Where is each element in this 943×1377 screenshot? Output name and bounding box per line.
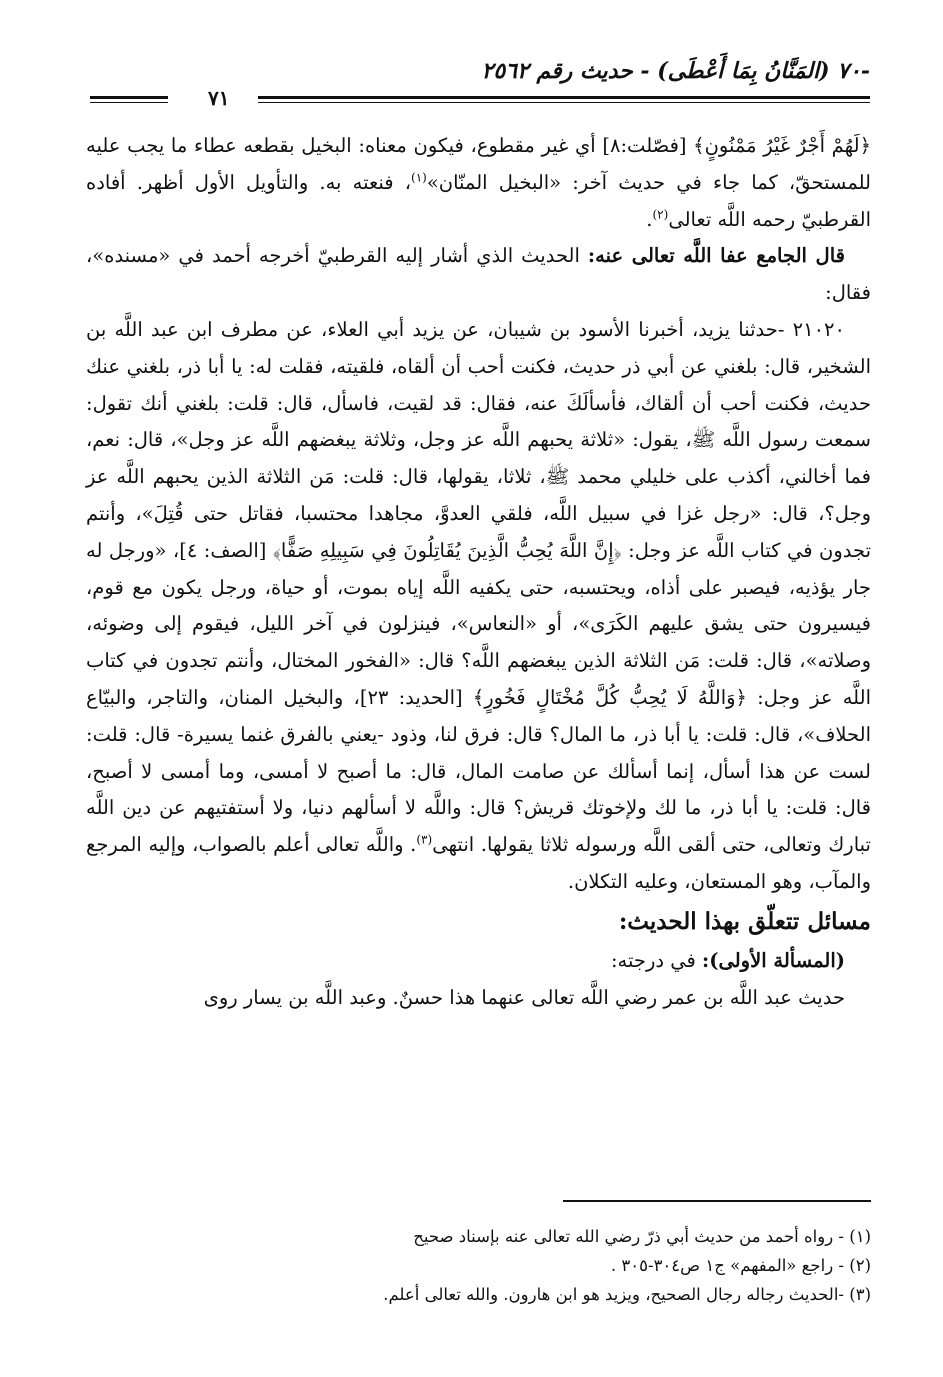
- header-rule-right: [258, 96, 870, 103]
- footnote-3: (٣) -الحديث رجاله رجال الصحيح، ويزيد هو ابن هارون. والله تعالى أعلم.: [383, 1285, 871, 1304]
- footnote-ref-2: (٢): [652, 207, 669, 222]
- footnote-divider: [563, 1200, 871, 1202]
- footnote-ref-3: (٣): [416, 832, 433, 847]
- header-rule-left: [90, 96, 168, 103]
- compiler-label: قال الجامع عفا اللَّه تعالى عنه:: [587, 244, 845, 268]
- issue-label: (المسألة الأولى):: [702, 948, 845, 972]
- footnote-2: (٢) - راجع «المفهم» ج١ ص٣٠٤-٣٠٥ .: [610, 1256, 871, 1275]
- section-heading: مسائل تتعلّق بهذا الحديث:: [618, 907, 871, 935]
- paragraph-2-text: الحديث الذي أشار إليه القرطبيّ أخرجه أحمد في «مسنده»، فقال:: [86, 244, 871, 305]
- last-paragraph: حديث عبد اللَّه بن عمر رضي اللَّه تعالى عنهما هذا حسنٌ. وعبد اللَّه بن يسار روى: [203, 985, 845, 1009]
- footnote-ref-1: (١): [411, 170, 427, 185]
- hadith-paragraph: [86, 312, 871, 901]
- issue-line: [86, 943, 871, 980]
- footnote-1: (١) - رواه أحمد من حديث أبي ذرّ رضي الله تعالى عنه بإسناد صحيح: [413, 1227, 871, 1246]
- page-header: [90, 58, 870, 108]
- footnotes: [150, 1222, 871, 1309]
- hadith-closing: . واللَّه تعالى أعلم بالصواب، وإليه المرجع والمآب، وهو المستعان، وعليه التكلان.: [86, 833, 871, 893]
- main-text: [86, 128, 871, 1016]
- paragraph-2: [86, 238, 871, 312]
- paragraph-1-text-c: .: [646, 207, 653, 231]
- hadith-text: ٢١٠٢٠ -حدثنا يزيد، أخبرنا الأسود بن شيبان، عن يزيد أبي العلاء، عن مطرف ابن عبد اللَّه بن الشخير، قال: بلغني عن أبي ذر حديث، فكنت أحب أن ألقاه، فلقيته، فقلت له: يا أبا ذر، بلغني عنك حديث، فكنت أحب أن ألقاك، فأسألَكَ عنه، فقال: قد لقيت، فاسأل، قال: قلت: بلغني أنك تقول: سمعت رسول اللَّه ﷺ، يقول: «ثلاثة يحبهم اللَّه عز وجل، وثلاثة يبغضهم اللَّه عز وجل»، قال: نعم، فما أخالني، أكذب على خليلي محمد ﷺ، ثلاثا، يقولها، قال: قلت: مَن الثلاثة الذين يحبهم اللَّه عز وجل؟، قال: «رجل غزا في سبيل اللَّه، فلقي العدوَّ، مجاهدا محتسبا، فقاتل حتى قُتِلَ»، وأنتم تجدون في كتاب اللَّه عز وجل: ﴿إِنَّ اللَّهَ يُحِبُّ الَّذِينَ يُقَاتِلُونَ فِي سَبِيلِهِ صَفًّا﴾ [الصف: ٤]، «ورجل له جار يؤذيه، فيصبر على أذاه، ويحتسبه، حتى يكفيه اللَّه إياه بموت، أو حياة، ورجل يكون مع قوم، فيسيرون حتى يشق عليهم الكَرَى»، أو «النعاس»، فينزلون في آخر الليل، فيقوم إلى وضوئه، وصلاته»، قال: قلت: مَن الثلاثة الذين يبغضهم اللَّه؟ قال: «الفخور المختال، وأنتم تجدون في كتاب اللَّه عز وجل: ﴿وَاللَّهُ لَا يُحِبُّ كُلَّ مُخْتَالٍ فَخُورٍ﴾ [الحديد: ٢٣]، والبخيل المنان، والتاجر، والبيّاع الحلاف»، قال: قلت: يا أبا ذر، ما المال؟ قال: فرق لنا، وذود -يعني بالفرق غنما يسيرة- قال: قلت: لست عن هذا أسأل، إنما أسألك عن صامت المال، قال: ما أصبح لا أمسى، وما أمسى لا أصبح، قال: قلت: يا أبا ذر، ما لك ولإخوتك قريش؟ قال: واللَّه لا أسألهم دنيا، ولا أستفتيهم عن دين اللَّه تبارك وتعالى، حتى ألقى اللَّه ورسوله ثلاثا يقولها. انتهى: [86, 317, 872, 857]
- paragraph-1-text-a: ﴿لَهُمْ أَجْرٌ غَيْرُ مَمْنُونٍ﴾ [فصّلت:٨] أي غير مقطوع، فيكون معناه: البخيل بقطعه عطاء ما يجب عليه للمستحقّ، كما جاء في حديث آخر: «البخيل المنّان»: [86, 134, 872, 194]
- paragraph-1-text-b: ، فنعته به. والتأويل الأول أظهر. أفاده القرطبيّ رحمه اللَّه تعالى: [86, 170, 871, 231]
- page-number: ٧١: [208, 86, 230, 110]
- paragraph-1: [86, 128, 871, 238]
- issue-text: في درجته:: [610, 948, 703, 972]
- running-title: -٧٠ (المَنَّانُ بِمَا أَعْطَى) - حديث رقم ٢٥٦٢: [481, 58, 870, 84]
